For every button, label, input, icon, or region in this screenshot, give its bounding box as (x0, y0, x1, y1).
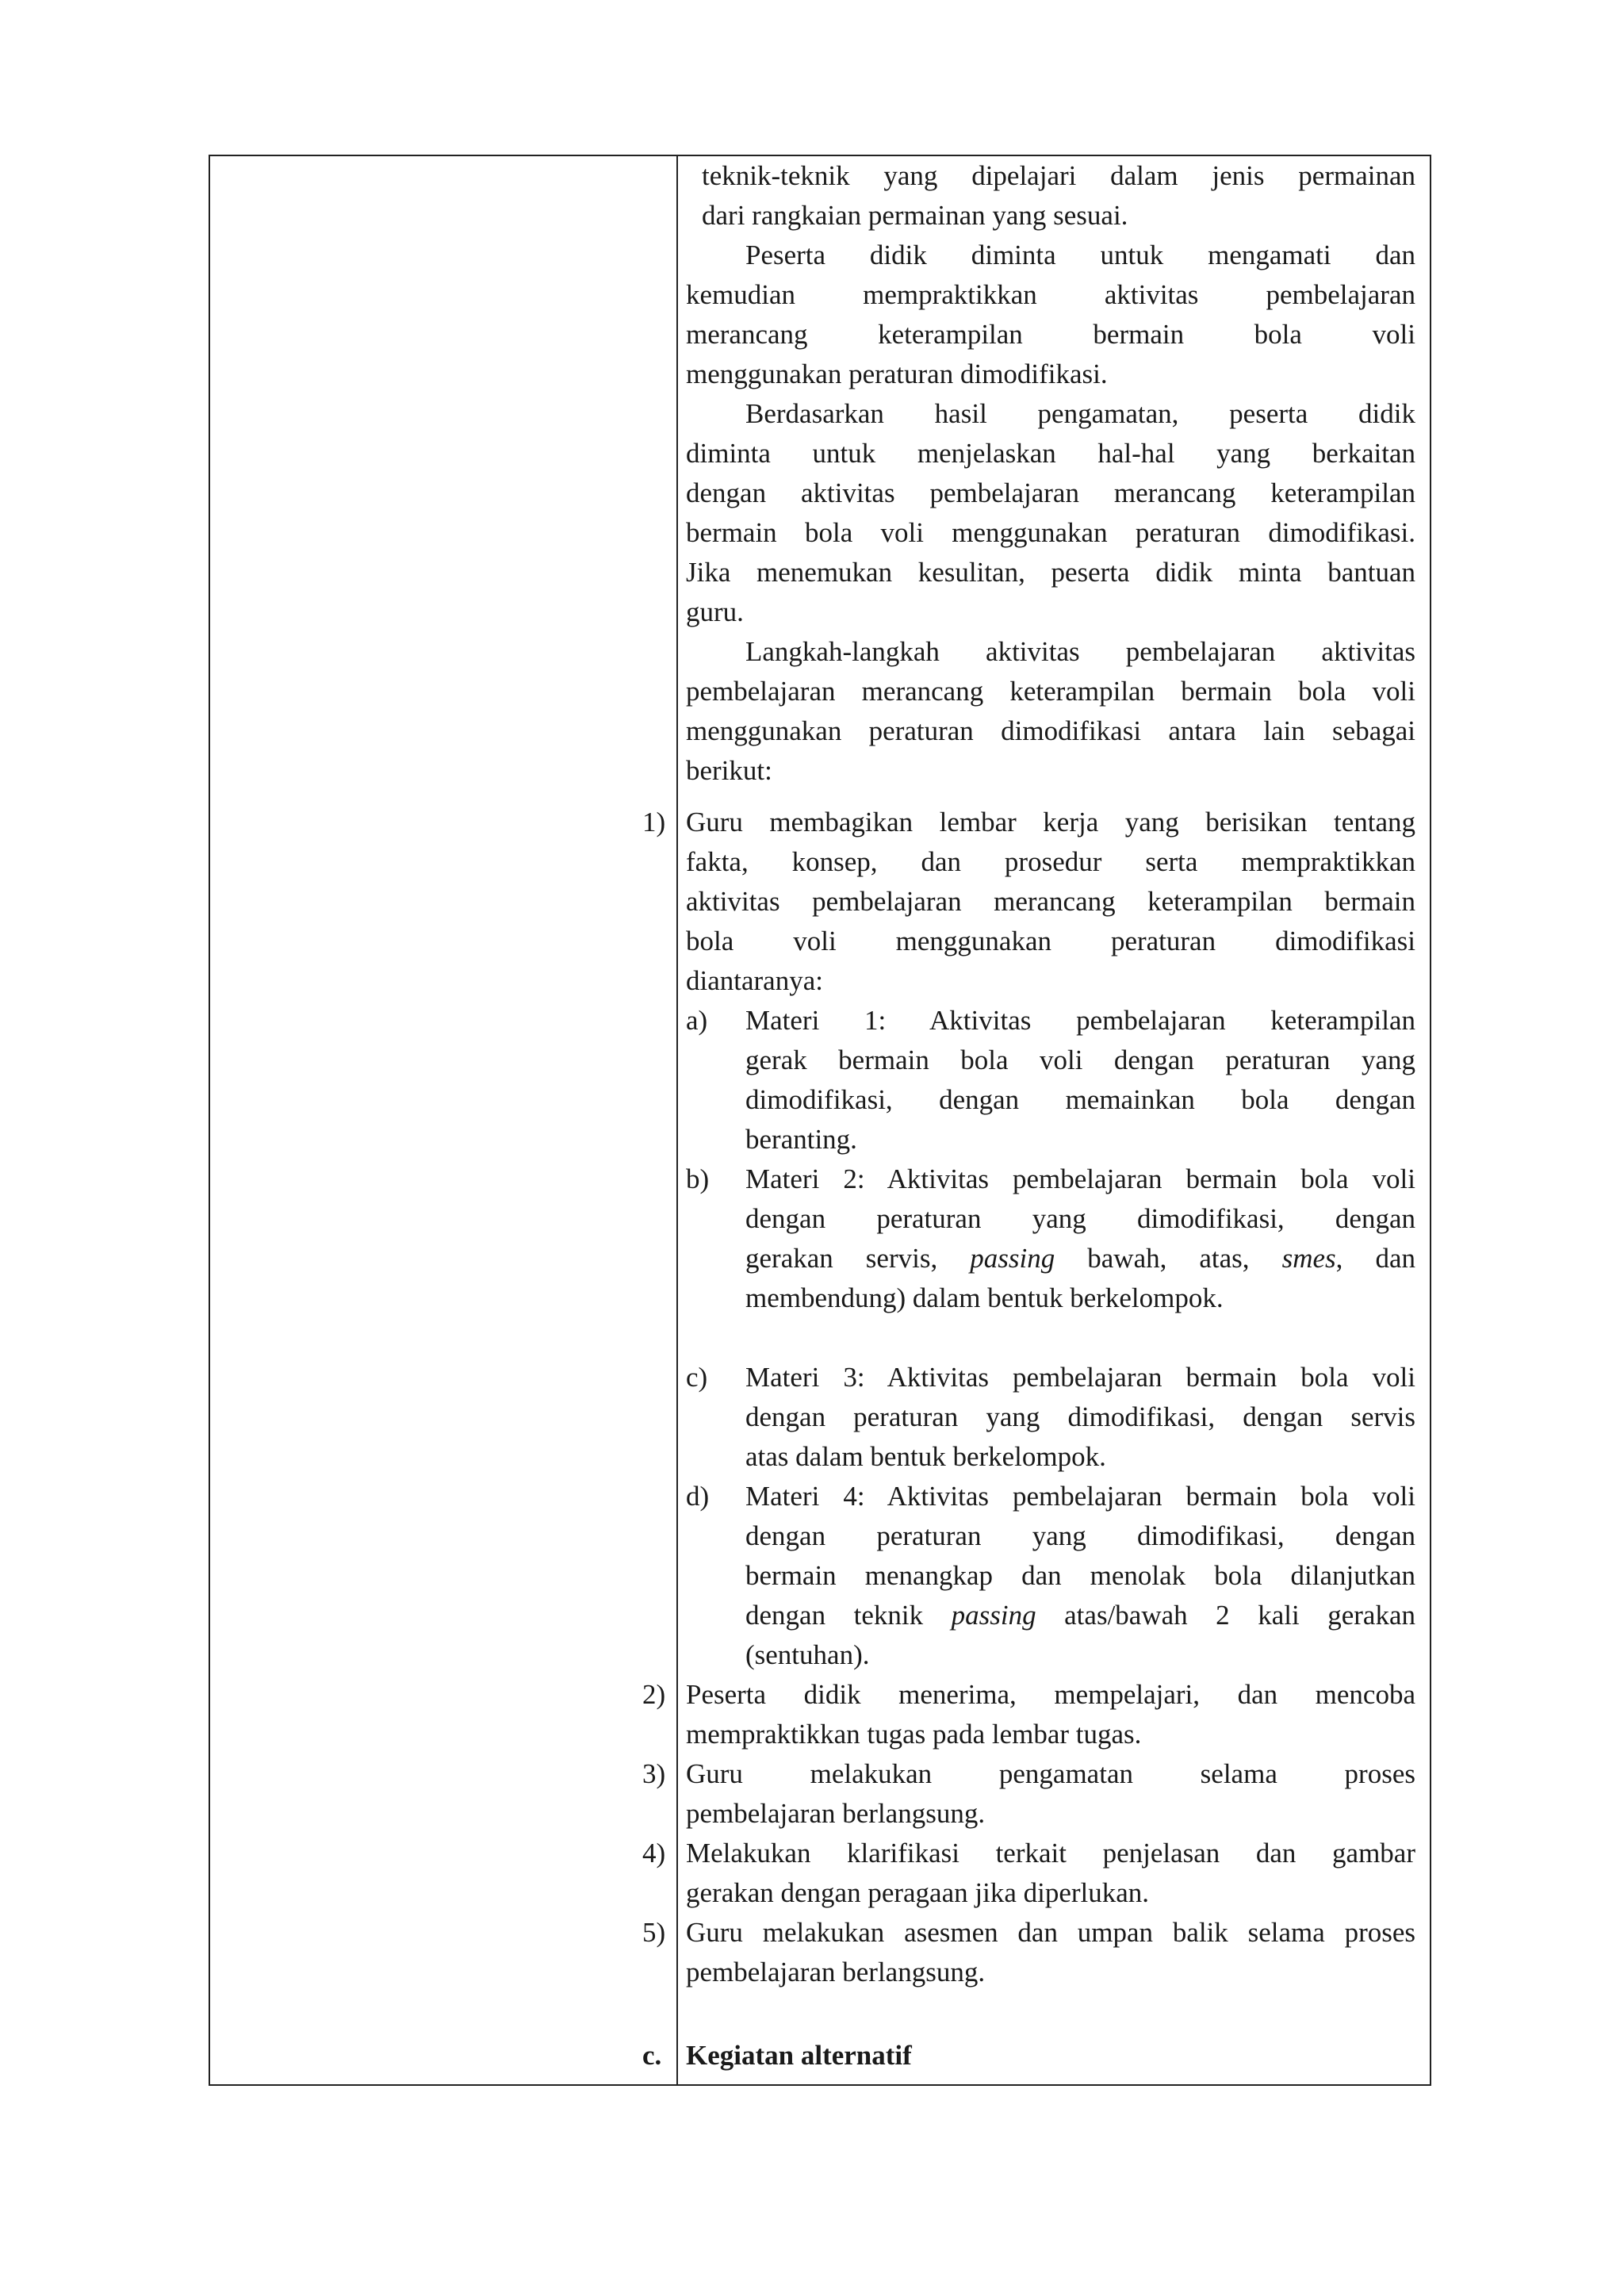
content-table (209, 155, 1431, 2086)
text-line: merancang keterampilan bermain bola voli (686, 319, 1415, 350)
list-marker: 3) (642, 1758, 666, 1789)
text-run: atas/bawah 2 kali gerakan (1036, 1600, 1415, 1631)
text-line: dengan peraturan yang dimodifikasi, dengan (745, 1520, 1415, 1551)
text-line: pembelajaran berlangsung. (686, 1957, 986, 1987)
text-line: dengan peraturan yang dimodifikasi, dengan (745, 1203, 1415, 1234)
text-run: , dan (1335, 1243, 1415, 1274)
list-marker: 5) (642, 1917, 666, 1948)
text-run: gerakan servis, (745, 1243, 971, 1274)
text-line: guru. (686, 596, 744, 627)
text-line (745, 1239, 1415, 1278)
text-line: Materi 3: Aktivitas pembelajaran bermain bola voli (745, 1362, 1415, 1393)
text-run: dengan teknik (745, 1600, 952, 1631)
paragraph-steps-intro (686, 632, 1415, 791)
sub-list-item (686, 1001, 1415, 1159)
section-title: Kegiatan alternatif (686, 2040, 912, 2071)
text-line: Guru membagikan lembar kerja yang berisikan tentang (686, 807, 1415, 838)
text-line: dimodifikasi, dengan memainkan bola dengan (745, 1084, 1415, 1115)
text-line: dari rangkaian permainan yang sesuai. (702, 200, 1128, 231)
text-line: mempraktikkan tugas pada lembar tugas. (686, 1719, 1142, 1750)
text-line: pembelajaran merancang keterampilan bermain bola voli (686, 676, 1415, 707)
text-run: bawah, atas, (1055, 1243, 1282, 1274)
text-line: gerakan dengan peragaan jika diperlukan. (686, 1877, 1150, 1908)
text-line: dengan peraturan yang dimodifikasi, dengan servis (745, 1401, 1415, 1432)
sub-list-item (686, 1358, 1415, 1477)
sub-list-marker: c) (686, 1362, 708, 1393)
text-line: Guru melakukan asesmen dan umpan balik selama proses (686, 1917, 1415, 1948)
list-item (642, 1675, 1415, 1754)
text-line: Materi 2: Aktivitas pembelajaran bermain bola voli (745, 1163, 1415, 1194)
text-line: Jika menemukan kesulitan, peserta didik minta bantuan (686, 557, 1415, 588)
list-item (642, 803, 1415, 1001)
text-line: gerak bermain bola voli dengan peraturan yang (745, 1045, 1415, 1075)
text-line: Materi 4: Aktivitas pembelajaran bermain bola voli (745, 1481, 1415, 1512)
text-line: Langkah-langkah aktivitas pembelajaran aktivitas (745, 636, 1415, 667)
text-line: diantaranya: (686, 965, 823, 996)
sub-list-marker: d) (686, 1481, 710, 1512)
text-line: bermain menangkap dan menolak bola dilanjutkan (745, 1560, 1415, 1591)
text-line: Peserta didik diminta untuk mengamati dan (745, 240, 1415, 270)
sub-list-marker: b) (686, 1163, 710, 1194)
text-line: Materi 1: Aktivitas pembelajaran keterampilan (745, 1005, 1415, 1036)
text-line: aktivitas pembelajaran merancang keterampilan bermain (686, 886, 1415, 917)
list-marker: 4) (642, 1838, 666, 1869)
paragraph-continuation (702, 156, 1415, 236)
text-line: membendung) dalam bentuk berkelompok. (745, 1282, 1224, 1313)
text-line: bola voli menggunakan peraturan dimodifikasi (686, 926, 1415, 956)
list-marker: 1) (642, 807, 666, 838)
text-line: Melakukan klarifikasi terkait penjelasan dan gambar (686, 1838, 1415, 1869)
paragraph-observe (686, 236, 1415, 394)
text-line: pembelajaran berlangsung. (686, 1798, 986, 1829)
text-line: berikut: (686, 755, 772, 786)
section-heading (642, 2036, 1415, 2076)
text-line: bermain bola voli menggunakan peraturan dimodifikasi. (686, 517, 1415, 548)
list-item (642, 1834, 1415, 1913)
text-line: Berdasarkan hasil pengamatan, peserta didik (745, 398, 1415, 429)
text-line: (sentuhan). (745, 1639, 870, 1670)
sub-list-item (686, 1159, 1415, 1318)
list-item (642, 1754, 1415, 1834)
text-line: fakta, konsep, dan prosedur serta mempraktikkan (686, 846, 1415, 877)
text-line: atas dalam bentuk berkelompok. (745, 1441, 1106, 1472)
text-run-italic: passing (970, 1243, 1055, 1274)
text-line: teknik-teknik yang dipelajari dalam jenis permainan (702, 160, 1415, 191)
text-line: Guru melakukan pengamatan selama proses (686, 1758, 1415, 1789)
sub-list-item (686, 1477, 1415, 1675)
list-marker: 2) (642, 1679, 666, 1710)
sub-list-marker: a) (686, 1005, 708, 1036)
list-item (642, 1913, 1415, 1992)
text-line: diminta untuk menjelaskan hal-hal yang berkaitan (686, 438, 1415, 469)
text-run-italic: passing (951, 1600, 1036, 1631)
paragraph-explain (686, 394, 1415, 632)
section-marker: c. (642, 2040, 662, 2071)
text-line (745, 1596, 1415, 1635)
text-line: Peserta didik menerima, mempelajari, dan mencoba (686, 1679, 1415, 1710)
column-divider (676, 156, 678, 2084)
text-line: kemudian mempraktikkan aktivitas pembelajaran (686, 279, 1415, 310)
text-line: beranting. (745, 1124, 857, 1155)
text-line: dengan aktivitas pembelajaran merancang keterampilan (686, 477, 1415, 508)
text-line: menggunakan peraturan dimodifikasi. (686, 358, 1108, 389)
text-run-italic: smes (1281, 1243, 1336, 1274)
text-line: menggunakan peraturan dimodifikasi antara lain sebagai (686, 715, 1415, 746)
